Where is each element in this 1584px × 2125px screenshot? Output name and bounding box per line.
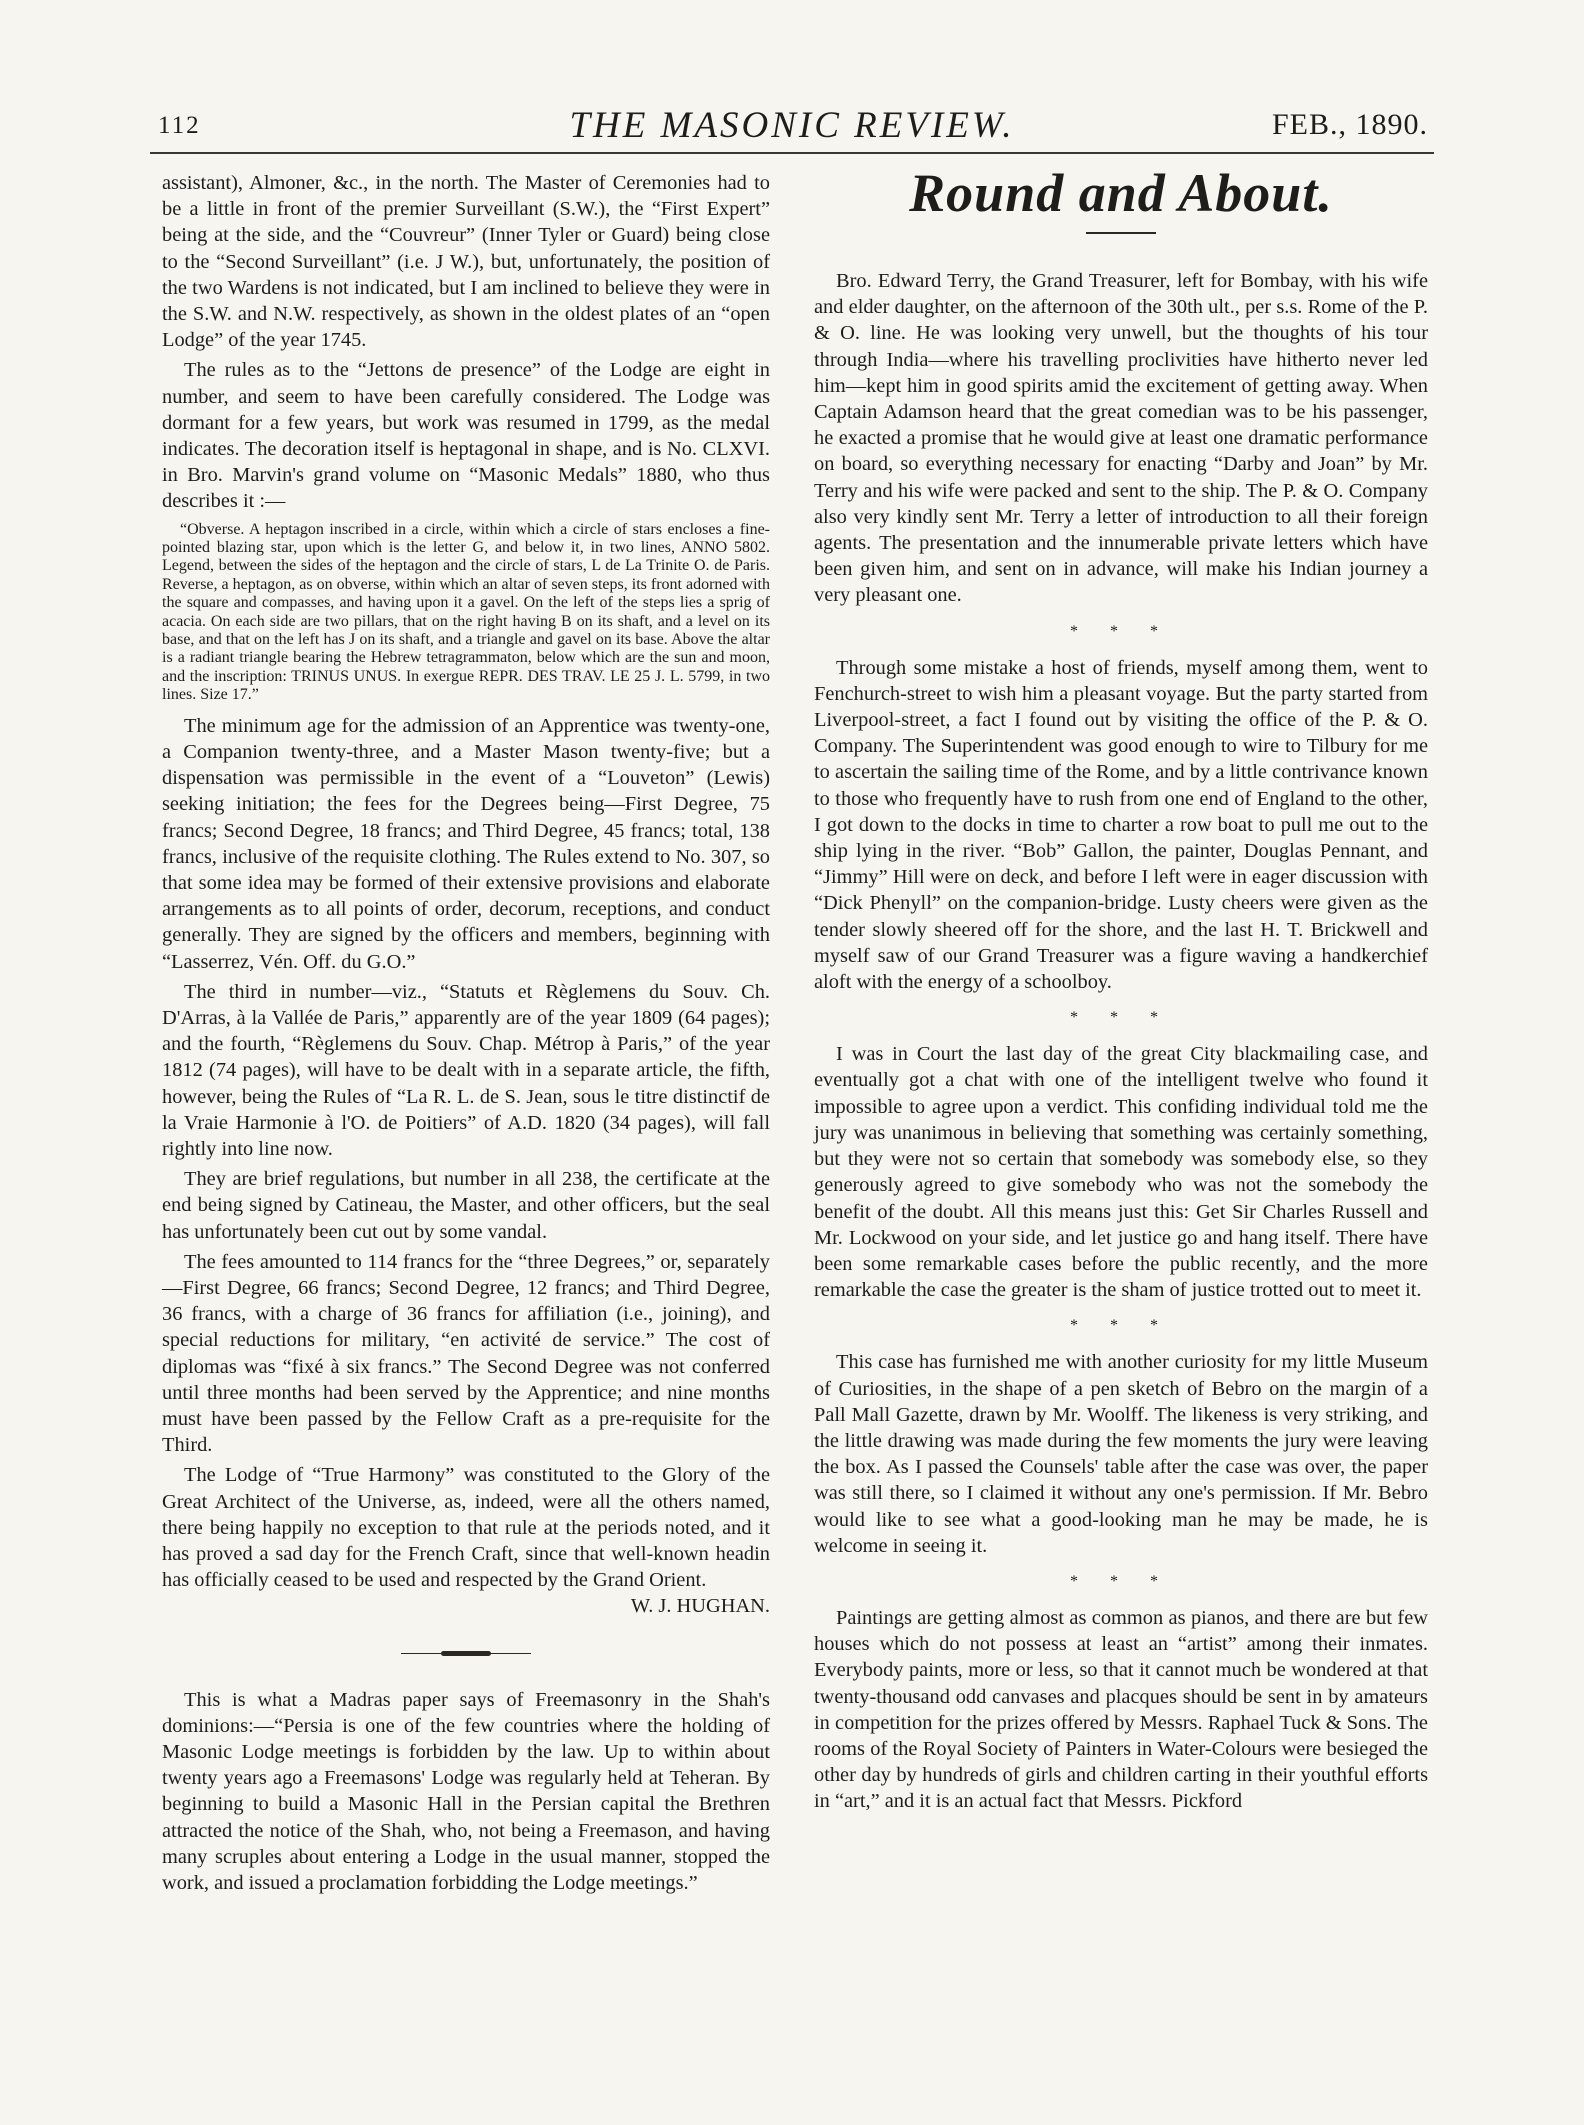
section-heading: Round and About. — [909, 163, 1333, 223]
asterism: * * * — [1070, 1009, 1172, 1027]
right-column — [814, 163, 1428, 1815]
asterism: * * * — [1070, 1572, 1172, 1590]
paragraph: The minimum age for the admission of an Apprentice was twenty-one, a Companion twenty-three, and a Master Mason twenty-five; but a dispensation was permissible in the event of a “Louveton” (Lewis) seeking initiation; the fees for the Degrees being—First Degree, 75 francs; Second Degree, 18 francs; and Third Degree, 45 francs; total, 138 francs, inclusive of the requisite clothing. The Rules extend to No. 307, so that some idea may be formed of their extensive provisions and elaborate arrangements as to all points of order, decorum, receptions, and conduct generally. They are signed by the officers and members, beginning with “Lasserrez, Vén. Off. du G.O.” — [162, 714, 770, 973]
asterism: * * * — [1070, 622, 1172, 640]
section-divider — [401, 1650, 531, 1657]
running-head — [150, 102, 1434, 154]
issue-date: FEB., 1890. — [1271, 108, 1428, 141]
author-signature: W. J. HUGHAN. — [630, 1595, 770, 1618]
paragraph: This case has furnished me with another curiosity for my little Museum of Curiosities, in the shape of a pen sketch of Bebro on the margin of a Pall Mall Gazette, drawn by Mr. Woolff. The likeness is very striking, and the little drawing was made during the few moments the jury were leaving the box. As I passed the Counsels' table after the case was over, the paper was still there, so I claimed it without any one's permission. If Mr. Bebro would like to see what a good-looking man he may be made, he is welcome in seeing it. — [814, 1351, 1428, 1557]
page-number: 112 — [158, 112, 201, 139]
medal-description-quote: “Obverse. A heptagon inscribed in a circle, within which a circle of stars encloses a fine-pointed blazing star, upon which is the letter G, and below it, in two lines, ANNO 5802. Legend, between the sides of the heptagon and the circle of stars, L de La Trinite O. de Paris. Reverse, a heptagon, as on obverse, within which an altar of seven steps, its front adorned with the square and compasses, and having upon it a gavel. On the left of the steps lies a sprig of acacia. On each side are two pillars, that on the right having B on its shaft, and a level on its base, and that on the left has J on its shaft, and a triangle and gavel on its base. Above the altar is a radiant triangle bearing the Hebrew tetragrammaton, below which are the sun and moon, and the inscription: TRINUS UNUS. In exergue REPR. DES TRAV. LE 25 J. L. 5799, in two lines. Size 17.” — [162, 520, 770, 704]
paragraph: The fees amounted to 114 francs for the “three Degrees,” or, separately—First Degree, 66 francs; Second Degree, 12 francs; and Third Degree, 36 francs, with a charge of 36 francs for affiliation (i.e., joining), and special reductions for military, “en activité de service.” The cost of diplomas was “fixé à six francs.” The Second Degree was not conferred until three months had been served by the Apprentice; and nine months must have been passed by the Fellow Craft as a pre-requisite for the Third. — [162, 1250, 770, 1457]
publication-title: THE MASONIC REVIEW. — [569, 105, 1015, 146]
paragraph: The third in number—viz., “Statuts et Règlemens du Souv. Ch. D'Arras, à la Vallée de Paris,” apparently are of the year 1809 (64 pages); and the fourth, “Règlemens du Souv. Chap. Métrop à Paris,” of the year 1812 (74 pages), will have to be dealt with in a separate article, the fifth, however, being the Rules of “La R. L. de S. Jean, sous le titre distinctif de la Vraie Harmonie à l'O. de Poitiers” of A.D. 1820 (34 pages), will fall rightly into line now. — [162, 980, 770, 1160]
paragraph: The rules as to the “Jettons de presence” of the Lodge are eight in number, and seem to have been carefully considered. The Lodge was dormant for a few years, but work was resumed in 1799, as the medal indicates. The decoration itself is heptagonal in shape, and is No. CLXVI. in Bro. Marvin's grand volume on “Masonic Medals” 1880, who thus describes it :— — [162, 359, 770, 513]
asterism: * * * — [1070, 1317, 1172, 1335]
left-column — [162, 170, 770, 1896]
paragraph: assistant), Almoner, &c., in the north. The Master of Ceremonies had to be a little in front of the premier Surveillant (S.W.), the “First Expert” being at the side, and the “Couvreur” (Inner Tyler or Guard) being close to the “Second Surveillant” (i.e. J W.), but, unfortunately, the position of the two Wardens is not indicated, but I am inclined to believe they were in the S.W. and N.W. respectively, as shown in the oldest plates of an “open Lodge” of the year 1745. — [162, 172, 770, 352]
heading-rule — [1086, 232, 1156, 234]
paragraph: The Lodge of “True Harmony” was constituted to the Glory of the Great Architect of the Universe, as, indeed, were all the others named, there being happily no exception to that rule at the periods noted, and it has proved a sad day for the French Craft, since that well-known headin has officially ceased to be used and respected by the Grand Orient. — [162, 1464, 770, 1592]
paragraph: I was in Court the last day of the great City blackmailing case, and eventually got a chat with one of the intelligent twelve who found it impossible to agree upon a verdict. This confiding individual told me the jury was unanimous in believing that something was certainly something, but they were not so certain that somebody was somebody else, so they generously agreed to give somebody who was not the somebody the benefit of the doubt. All this means just this: Get Sir Charles Russell and Mr. Lockwood on your side, and let justice go and hang itself. There have been some remarkable cases before the public recently, and the more remarkable the case the greater is the sham of justice trotted out to meet it. — [814, 1043, 1428, 1302]
paragraph: This is what a Madras paper says of Freemasonry in the Shah's dominions:—“Persia is one of the few countries where the holding of Masonic Lodge meetings is forbidden by the law. Up to within about twenty years ago a Freemasons' Lodge was regularly held at Teheran. By beginning to build a Masonic Hall in the Persian capital the Brethren attracted the notice of the Shah, who, not being a Freemason, and having many scruples about entering a Lodge in the usual manner, stopped the work, and issued a proclamation forbidding the Lodge meetings.” — [162, 1688, 770, 1895]
paragraph: Bro. Edward Terry, the Grand Treasurer, left for Bombay, with his wife and elder daughter, on the afternoon of the 30th ult., per s.s. Rome of the P. & O. line. He was looking very unwell, but the thoughts of his tour through India—where his travelling proclivities have hitherto never led him—kept him in good spirits amid the excitement of getting away. When Captain Adamson heard that the great comedian was to be his passenger, he exacted a promise that he would give at least one dramatic performance on board, so everything necessary for enacting “Darby and Joan” by Mr. Terry and his wife were packed and sent to the ship. The P. & O. Company also very kindly sent Mr. Terry a letter of introduction to all their foreign agents. The presentation and the innumerable private letters which have been given him, and sent on in advance, will make his Indian journey a very pleasant one. — [814, 270, 1428, 607]
paragraph: Paintings are getting almost as common as pianos, and there are but few houses which do not possess at least an “artist” among their inmates. Everybody paints, more or less, so that it cannot much be wondered at that twenty-thousand odd canvases and placques should be sent in by amateurs in competition for the prizes offered by Messrs. Raphael Tuck & Sons. The rooms of the Royal Society of Painters in Water-Colours were besieged the other day by hundreds of girls and children carting in their youthful efforts in “art,” and it is an actual fact that Messrs. Pickford — [814, 1606, 1428, 1813]
signature-line — [162, 1593, 770, 1619]
paragraph: Through some mistake a host of friends, myself among them, went to Fenchurch-street to wish him a pleasant voyage. But the party started from Liverpool-street, a fact I found out by visiting the office of the P. & O. Company. The Superintendent was good enough to wire to Tilbury for me to ascertain the sailing time of the Rome, and by a little contrivance known to those who frequently have to rush from one end of England to the other, I got down to the docks in time to charter a row boat to pull me out to the ship lying in the river. “Bob” Gallon, the painter, Douglas Pennant, and “Jimmy” Hill were on deck, and before I left were in eager discussion with “Dick Phenyll” on the companion-bridge. Lusty cheers were given as the tender slowly sheered off for the shore, and the last H. T. Brickwell and myself saw of our Grand Treasurer was a figure waving a handkerchief aloft with the energy of a schoolboy. — [814, 656, 1428, 994]
paragraph: They are brief regulations, but number in all 238, the certificate at the end being signed by Catineau, the Master, and other officers, but the seal has unfortunately been cut out by some vandal. — [162, 1168, 770, 1243]
